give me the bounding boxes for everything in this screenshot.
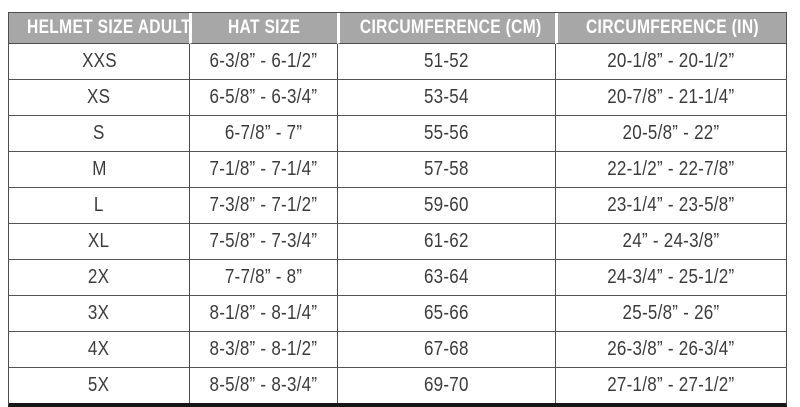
cell-text: 57-58 xyxy=(424,158,469,180)
table-cell xyxy=(337,80,555,116)
cell-text: M xyxy=(91,158,107,180)
header-row xyxy=(9,13,786,44)
table-cell xyxy=(555,368,786,403)
table-cell xyxy=(189,332,337,368)
cell-text: 6-5/8” - 6-3/4” xyxy=(209,86,318,108)
table-cell xyxy=(9,224,189,260)
table-cell xyxy=(337,296,555,332)
cell-text: 6-7/8” - 7” xyxy=(224,122,303,144)
table-cell xyxy=(189,188,337,224)
table-cell xyxy=(189,116,337,152)
table-cell xyxy=(189,152,337,188)
header-cell-circumference-in xyxy=(555,13,786,44)
cell-text: 24” - 24-3/8” xyxy=(622,230,720,252)
table-cell xyxy=(189,296,337,332)
header-label: HAT SIZE xyxy=(228,17,301,38)
header-label: CIRCUMFERENCE (IN) xyxy=(585,17,759,38)
table-cell xyxy=(555,152,786,188)
cell-text: 4X xyxy=(88,338,110,360)
table-cell xyxy=(337,332,555,368)
cell-text: 65-66 xyxy=(424,302,469,324)
table-cell xyxy=(337,368,555,403)
cell-text: 24-3/4” - 25-1/2” xyxy=(607,266,735,288)
table-row xyxy=(9,188,786,224)
cell-text: 61-62 xyxy=(424,230,469,252)
cell-text: 25-5/8” - 26” xyxy=(622,302,720,324)
cell-text: 20-7/8” - 21-1/4” xyxy=(607,86,735,108)
table-cell xyxy=(9,116,189,152)
table-cell xyxy=(9,188,189,224)
cell-text: XS xyxy=(87,86,111,108)
table-cell xyxy=(9,80,189,116)
cell-text: 67-68 xyxy=(424,338,469,360)
cell-text: 3X xyxy=(88,302,110,324)
cell-text: 8-1/8” - 8-1/4” xyxy=(209,302,318,324)
table-cell xyxy=(337,44,555,80)
table-row xyxy=(9,368,786,403)
table-row xyxy=(9,332,786,368)
table-cell xyxy=(9,296,189,332)
table-body xyxy=(9,44,786,403)
cell-text: 27-1/8” - 27-1/2” xyxy=(607,374,735,396)
table-cell xyxy=(9,368,189,403)
helmet-size-table xyxy=(8,12,787,407)
table-cell xyxy=(189,224,337,260)
cell-text: 8-5/8” - 8-3/4” xyxy=(209,374,318,396)
table-row xyxy=(9,296,786,332)
table-cell xyxy=(337,260,555,296)
table-cell xyxy=(9,332,189,368)
cell-text: 6-3/8” - 6-1/2” xyxy=(209,50,318,72)
cell-text: 7-3/8” - 7-1/2” xyxy=(209,194,318,216)
header-label: HELMET SIZE ADULT xyxy=(26,17,191,38)
cell-text: L xyxy=(94,194,104,216)
table-cell xyxy=(555,260,786,296)
header-cell-helmet-size xyxy=(9,13,189,44)
table-cell xyxy=(189,368,337,403)
header-label: CIRCUMFERENCE (CM) xyxy=(359,17,542,38)
table-row xyxy=(9,260,786,296)
cell-text: XXS xyxy=(81,50,117,72)
table-cell xyxy=(337,188,555,224)
cell-text: 20-5/8” - 22” xyxy=(622,122,720,144)
table-header xyxy=(9,13,786,44)
table-cell xyxy=(555,296,786,332)
table-cell xyxy=(555,224,786,260)
cell-text: 69-70 xyxy=(424,374,469,396)
table-cell xyxy=(9,44,189,80)
cell-text: 7-1/8” - 7-1/4” xyxy=(209,158,318,180)
header-cell-hat-size xyxy=(189,13,337,44)
table-cell xyxy=(189,80,337,116)
cell-text: 5X xyxy=(88,374,110,396)
cell-text: 23-1/4” - 23-5/8” xyxy=(607,194,735,216)
cell-text: 55-56 xyxy=(424,122,469,144)
table-row xyxy=(9,152,786,188)
cell-text: 53-54 xyxy=(424,86,469,108)
table-cell xyxy=(337,152,555,188)
cell-text: 63-64 xyxy=(424,266,469,288)
table-cell xyxy=(555,116,786,152)
cell-text: 51-52 xyxy=(424,50,469,72)
table-row xyxy=(9,44,786,80)
cell-text: 7-7/8” - 8” xyxy=(224,266,303,288)
cell-text: 7-5/8” - 7-3/4” xyxy=(209,230,318,252)
table-cell xyxy=(189,44,337,80)
table-row xyxy=(9,116,786,152)
table-cell xyxy=(555,80,786,116)
table-cell xyxy=(9,152,189,188)
cell-text: 2X xyxy=(88,266,110,288)
cell-text: XL xyxy=(88,230,110,252)
cell-text: 20-1/8” - 20-1/2” xyxy=(607,50,735,72)
table-cell xyxy=(337,224,555,260)
table-cell xyxy=(555,332,786,368)
table-row xyxy=(9,80,786,116)
table-cell xyxy=(189,260,337,296)
table-cell xyxy=(555,44,786,80)
cell-text: S xyxy=(93,122,105,144)
cell-text: 8-3/8” - 8-1/2” xyxy=(209,338,318,360)
cell-text: 59-60 xyxy=(424,194,469,216)
table-row xyxy=(9,224,786,260)
cell-text: 22-1/2” - 22-7/8” xyxy=(607,158,735,180)
table-cell xyxy=(9,260,189,296)
table-cell xyxy=(337,116,555,152)
header-cell-circumference-cm xyxy=(337,13,555,44)
table-cell xyxy=(555,188,786,224)
cell-text: 26-3/8” - 26-3/4” xyxy=(607,338,735,360)
